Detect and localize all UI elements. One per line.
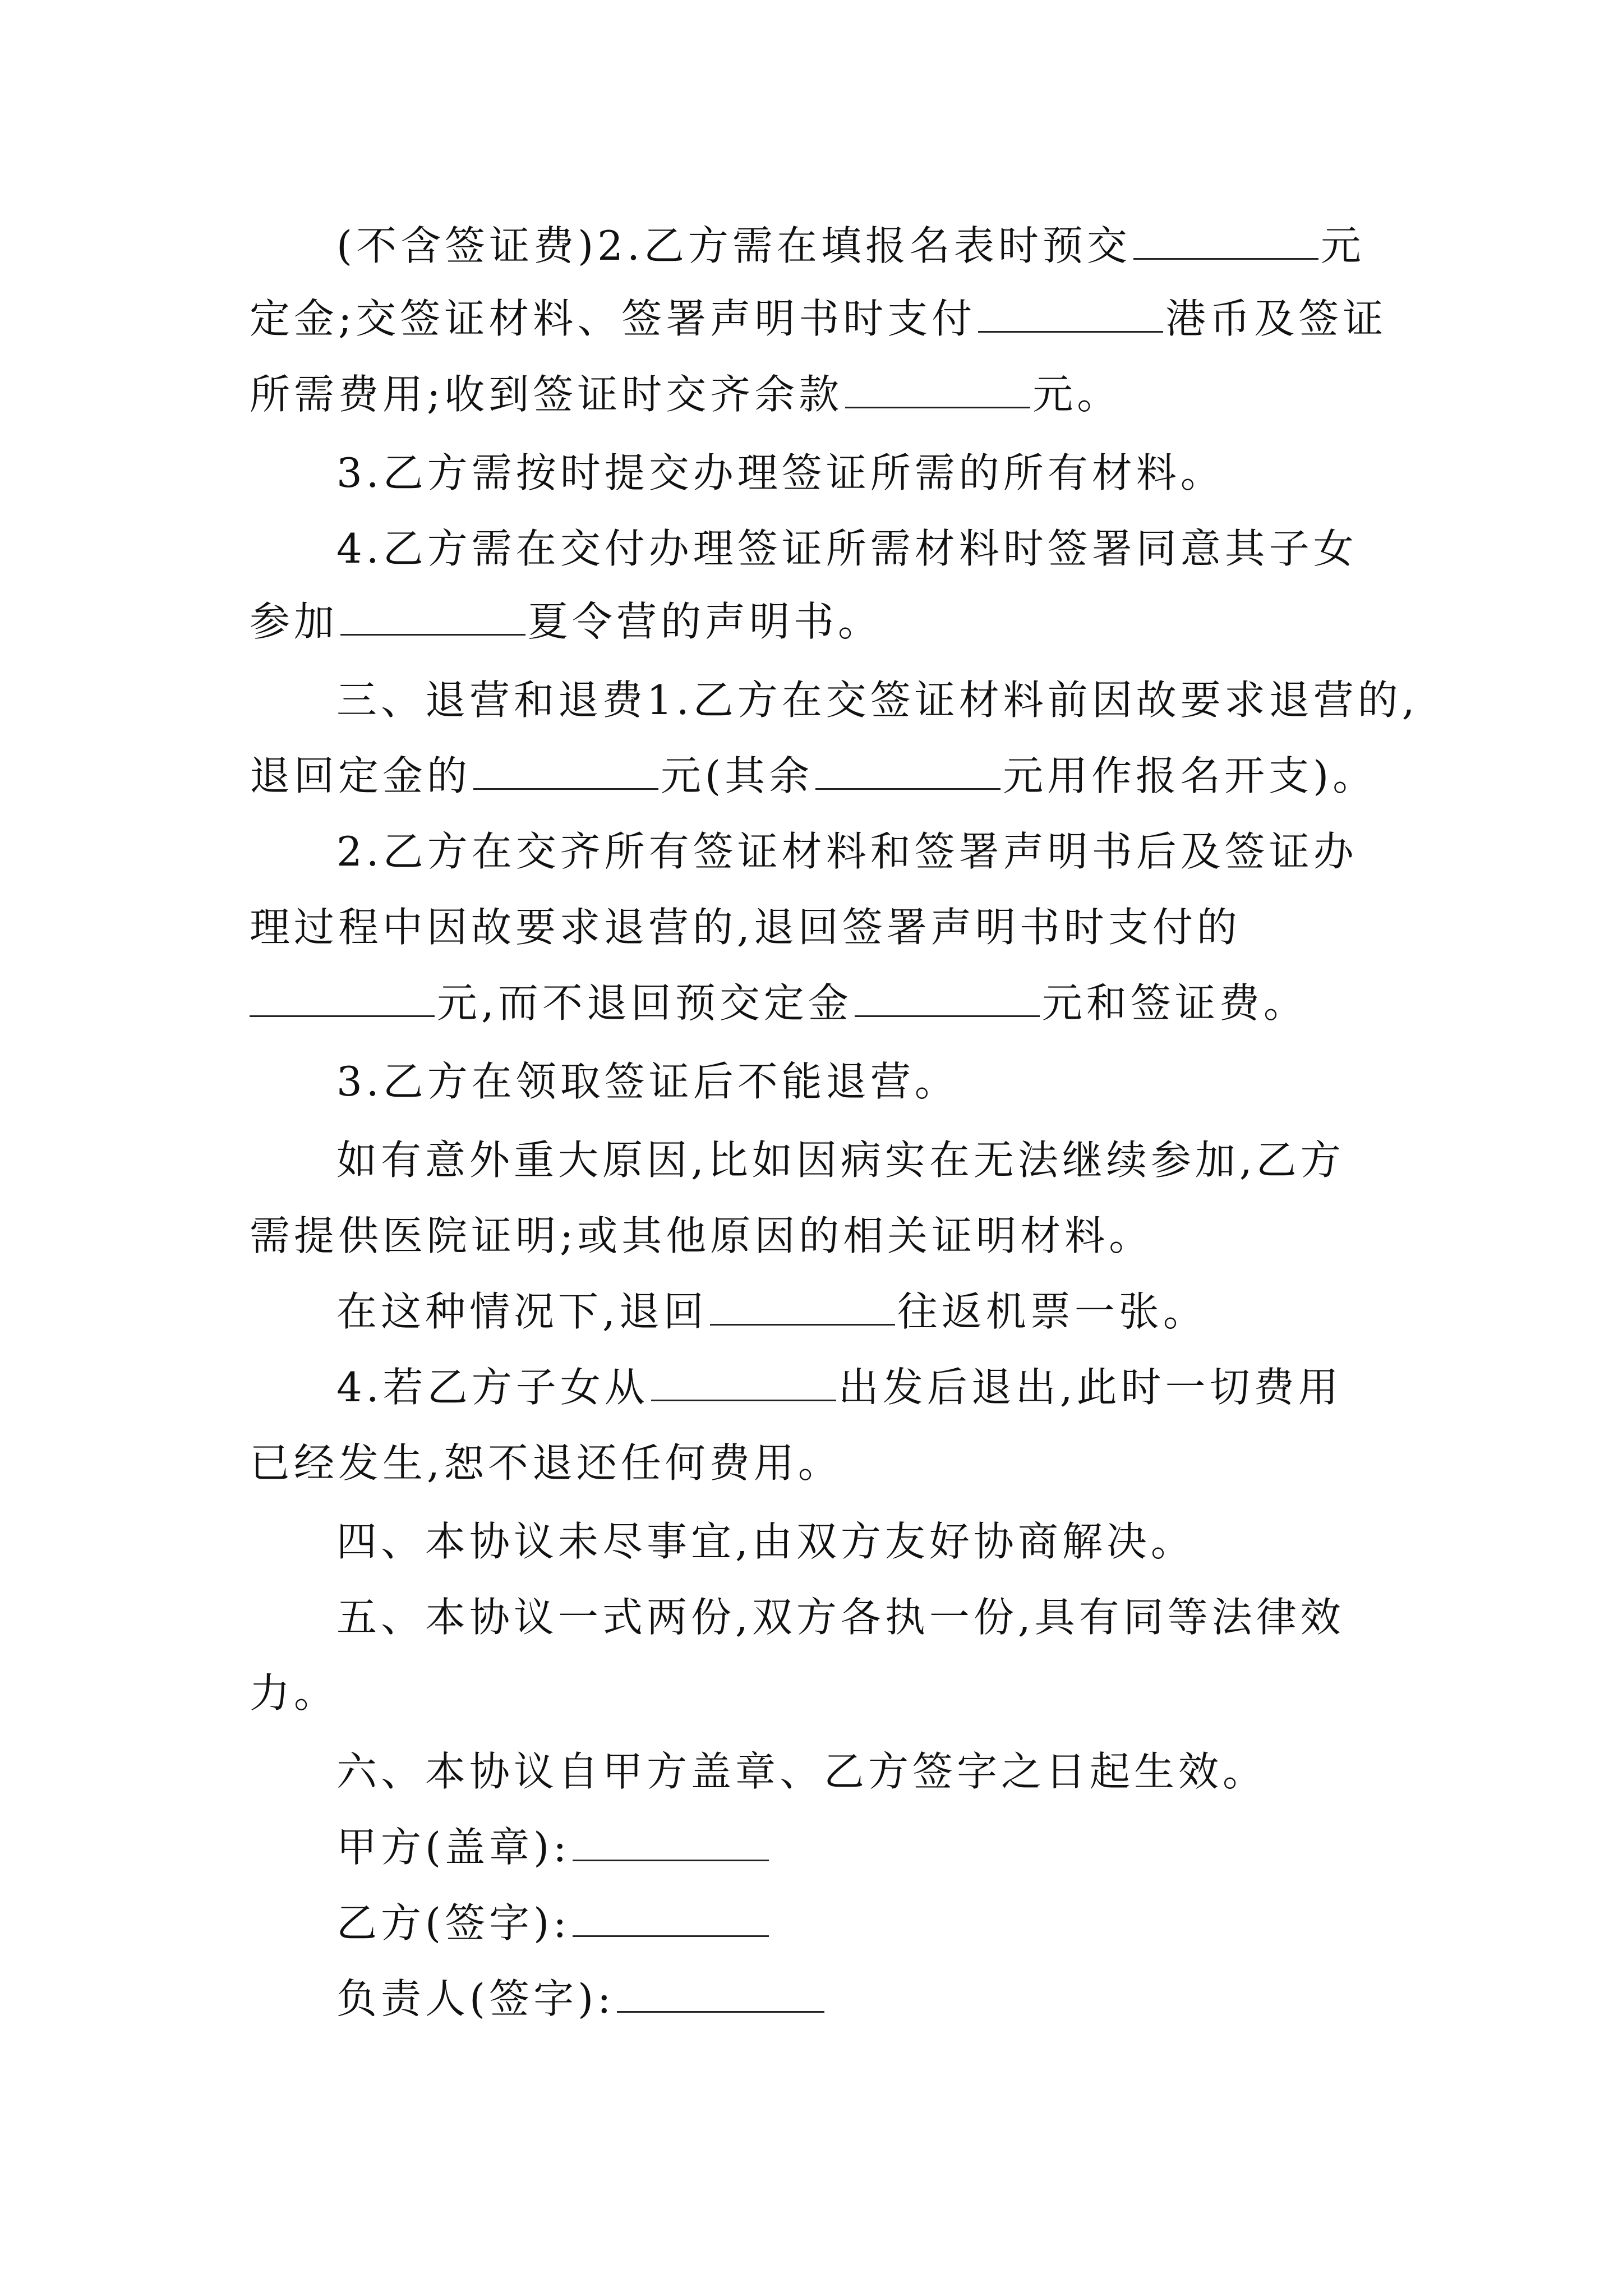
text-line xyxy=(250,1436,1405,1490)
text-line xyxy=(336,1055,1492,1108)
line-text: 3.乙方在领取签证后不能退营。 xyxy=(336,1058,959,1105)
text-line xyxy=(336,1590,1492,1644)
fill-in-blank xyxy=(710,1290,895,1326)
line-text: 所需费用;收到签证时交齐余款 xyxy=(250,371,843,418)
line-text: 元用作报名开支)。 xyxy=(1003,752,1377,799)
line-text: 元和签证费。 xyxy=(1041,979,1308,1027)
line-text: 4.乙方需在交付办理签证所需材料时签署同意其子女 xyxy=(336,525,1358,572)
line-text: 乙方(签字): xyxy=(336,1899,571,1947)
signature-blank xyxy=(573,1826,769,1861)
line-text: 元 xyxy=(1320,222,1365,269)
line-text: 4.若乙方子女从 xyxy=(336,1364,649,1411)
text-line xyxy=(336,1285,1492,1338)
line-text: 出发后退出,此时一切费用 xyxy=(838,1364,1343,1411)
text-line xyxy=(250,749,1405,803)
signature-blank xyxy=(617,1977,824,2013)
line-text: 元。 xyxy=(1032,371,1122,418)
text-line xyxy=(250,367,1405,421)
signature-blank xyxy=(573,1902,769,1937)
text-line xyxy=(336,673,1492,727)
line-text: 定金;交签证材料、签署声明书时支付 xyxy=(250,295,976,342)
signature-line-party-b xyxy=(336,1896,1492,1950)
signature-line-party-a xyxy=(336,1820,1492,1874)
text-line xyxy=(336,446,1492,500)
text-line xyxy=(250,595,1405,648)
fill-in-blank xyxy=(855,982,1040,1017)
text-line xyxy=(336,1745,1492,1798)
line-text: 港币及签证 xyxy=(1165,295,1387,342)
line-text: 力。 xyxy=(250,1669,339,1717)
line-text: 已经发生,恕不退还任何费用。 xyxy=(250,1439,842,1487)
line-text: 元,而不退回预交定金 xyxy=(437,979,852,1027)
line-text: 在这种情况下,退回 xyxy=(336,1288,708,1335)
line-text: 三、退营和退费1.乙方在交签证材料前因故要求退营的, xyxy=(336,677,1419,724)
text-line xyxy=(250,1666,1405,1720)
line-text: (不含签证费)2.乙方需在填报名表时预交 xyxy=(336,222,1131,269)
fill-in-blank xyxy=(845,373,1030,408)
line-text: 退回定金的 xyxy=(250,752,472,799)
text-line xyxy=(336,1133,1492,1187)
text-line xyxy=(336,1360,1492,1414)
text-line xyxy=(250,292,1405,346)
line-text: 参加 xyxy=(250,598,339,645)
signature-line-responsible-person xyxy=(336,1972,1492,2026)
line-text: 夏令营的声明书。 xyxy=(528,598,883,645)
text-line xyxy=(250,1209,1405,1263)
fill-in-blank xyxy=(340,600,525,636)
fill-in-blank xyxy=(1133,224,1318,260)
line-text: 负责人(签字): xyxy=(336,1975,615,2022)
fill-in-blank xyxy=(651,1366,836,1401)
line-text: 四、本协议未尽事宜,由双方友好协商解决。 xyxy=(336,1518,1195,1565)
text-line xyxy=(250,900,1405,954)
fill-in-blank xyxy=(473,754,658,790)
text-line xyxy=(336,522,1492,576)
text-line xyxy=(336,825,1492,878)
line-text: 甲方(盖章): xyxy=(336,1824,571,1871)
line-text: 需提供医院证明;或其他原因的相关证明材料。 xyxy=(250,1212,1154,1259)
line-text: 五、本协议一式两份,双方各执一份,具有同等法律效 xyxy=(336,1594,1345,1641)
fill-in-blank xyxy=(250,982,435,1017)
text-line xyxy=(250,976,1405,1030)
line-text: 往返机票一张。 xyxy=(897,1288,1207,1335)
text-line xyxy=(336,1515,1492,1568)
line-text: 六、本协议自甲方盖章、乙方签字之日起生效。 xyxy=(336,1748,1267,1795)
line-text: 如有意外重大原因,比如因病实在无法继续参加,乙方 xyxy=(336,1137,1345,1184)
fill-in-blank xyxy=(978,297,1163,333)
line-text: 3.乙方需按时提交办理签证所需的所有材料。 xyxy=(336,449,1225,496)
line-text: 元(其余 xyxy=(661,752,814,799)
fill-in-blank xyxy=(815,754,1000,790)
line-text: 理过程中因故要求退营的,退回签署声明书时支付的 xyxy=(250,904,1241,951)
line-text: 2.乙方在交齐所有签证材料和签署声明书后及签证办 xyxy=(336,828,1358,875)
text-line xyxy=(336,219,1492,273)
